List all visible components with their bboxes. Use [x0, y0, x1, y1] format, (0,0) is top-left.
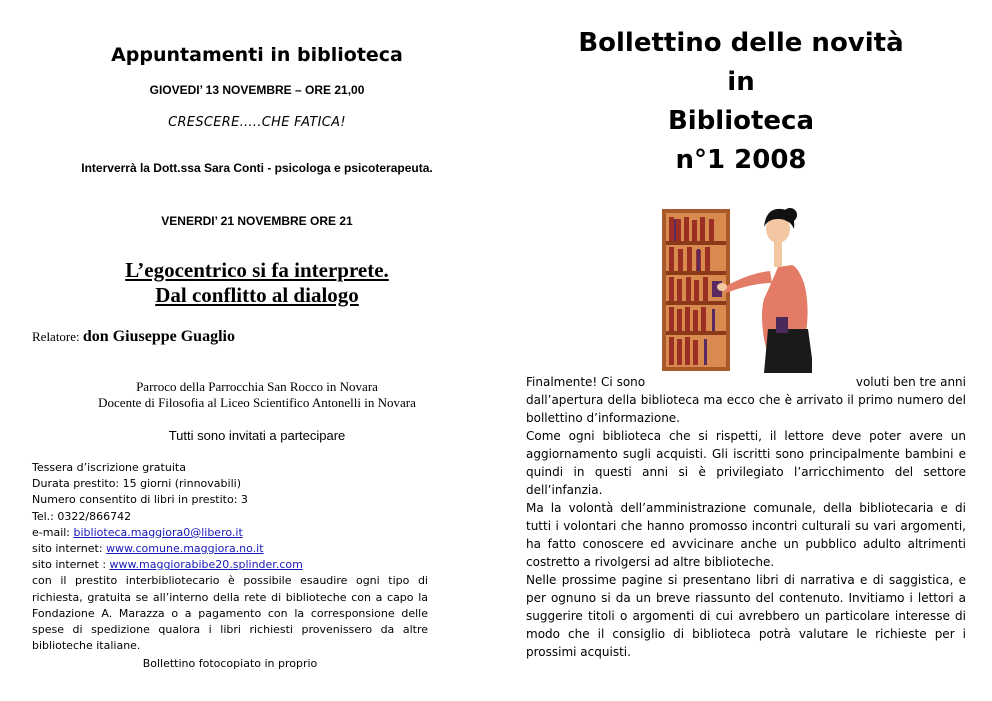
event2-date: VENERDI’ 21 NOVEMBRE ORE 21: [161, 214, 353, 228]
info-tel: Tel.: 0322/866742: [32, 509, 132, 523]
info-numero: Numero consentito di libri in prestito: 3: [32, 493, 248, 507]
title-line2: in: [727, 67, 755, 97]
librarian-illustration: [660, 205, 812, 373]
site2-link[interactable]: www.maggiorabibe20.splinder.com: [109, 558, 303, 572]
appointments-heading: Appuntamenti in biblioteca: [111, 44, 403, 66]
info-site1-row: [32, 541, 428, 557]
intro-p1: dall’apertura della biblioteca ma ecco che è arrivato il primo numero del bollettino d’informazione.: [526, 393, 966, 425]
site1-label: sito internet:: [32, 542, 103, 556]
info-email-row: [32, 525, 428, 541]
speaker-bio-line2: Docente di Filosofia al Liceo Scientifico Antonelli in Novara: [98, 395, 416, 410]
event1-title: CRESCERE…..CHE FATICA!: [168, 115, 346, 130]
event1-speaker: Interverrà la Dott.ssa Sara Conti - psicologa e psicoterapeuta.: [81, 161, 433, 175]
event2-title: [0, 258, 514, 308]
email-link[interactable]: biblioteca.maggiora0@libero.it: [73, 525, 243, 539]
event2-title-line2: Dal conflitto al dialogo: [155, 283, 359, 307]
site1-link[interactable]: www.comune.maggiora.no.it: [106, 542, 264, 556]
event2-title-line1: L’egocentrico si fa interprete.: [125, 258, 389, 282]
right-page: [496, 0, 992, 701]
newsletter-title: [496, 24, 986, 180]
speaker-bio-line1: Parroco della Parrocchia San Rocco in Novara: [136, 379, 378, 394]
speaker-name: don Giuseppe Guaglio: [82, 328, 235, 345]
intro-p2: Come ogni biblioteca che si rispetti, il lettore deve poter avere un aggiornamento sugli acquisti. Gli iscritti sono principalmente bambini e quindi in questi anni si è privilegiato l’arricchimento del settore dell’infanzia.: [526, 429, 966, 497]
intro-p3: Ma la volontà dell’amministrazione comunale, della bibliotecaria e di tutti i volontari che hanno promosso incontri culturali su vari argomenti, ha fatto conoscere ed avvicinare anche un pubblico adulto altrimenti costretto a rivolgersi ad altre biblioteche.: [526, 501, 966, 569]
footer-note: Bollettino fotocopiato in proprio: [142, 657, 318, 670]
speaker-label: Relatore:: [32, 329, 80, 344]
invitation-text: Tutti sono invitati a partecipare: [168, 428, 346, 443]
title-line1: Bollettino delle novità: [578, 28, 904, 58]
speaker-line: [32, 328, 235, 346]
intro-first-line: [526, 373, 966, 391]
email-label: e-mail:: [32, 525, 71, 539]
speaker-bio: [0, 379, 514, 411]
library-info: [32, 460, 428, 654]
intro-p4: Nelle prossime pagine si presentano libri di narrativa e di saggistica, e per ognuno si da un breve riassunto del contenuto. Invitiamo i lettori a suggerire titoli o argomenti di cui avrebbero un particolare interesse di modo che il consiglio di biblioteca potrà valutare le richieste per i prossimi acquisti.: [526, 573, 966, 659]
info-tessera: Tessera d’iscrizione gratuita: [32, 461, 186, 474]
info-prestito: con il prestito interbibliotecario è possibile esaudire ogni tipo di richiesta, gratuita se all’interno della rete di biblioteche con a capo la Fondazione A. Marazza o a pagamento con la corresponsione delle spese di spedizione qualora i libri richiesti provenissero da altre biblioteche italiane.: [32, 574, 428, 653]
intro-first-a: Finalmente! Ci sono: [526, 375, 646, 389]
intro-first-b: voluti ben tre anni: [855, 375, 966, 389]
title-line3: Biblioteca: [667, 106, 815, 136]
site2-label: sito internet :: [32, 558, 107, 572]
intro-text: [526, 373, 966, 661]
info-durata: Durata prestito: 15 giorni (rinnovabili): [32, 477, 241, 491]
info-site2-row: [32, 557, 428, 573]
event1-date: GIOVEDI’ 13 NOVEMBRE – ORE 21,00: [149, 83, 365, 97]
title-line4: n°1 2008: [675, 145, 807, 175]
